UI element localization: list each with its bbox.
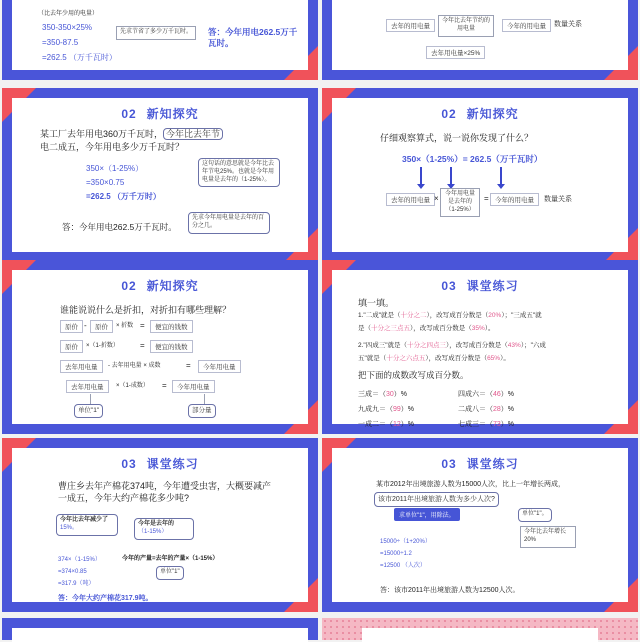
- calc-line-3: =262.5 （万千瓦时）: [42, 53, 117, 62]
- section-title: 新知探究: [466, 107, 519, 121]
- q1-part-j: ）。: [484, 325, 495, 332]
- arrow-1-line: [420, 167, 422, 185]
- label-relation: 数量关系: [554, 21, 582, 28]
- slide-7-card: [12, 448, 308, 602]
- row1-original-price: 原价: [60, 320, 83, 333]
- fill-heading: 填一填。: [358, 298, 395, 308]
- answer-text: [208, 27, 298, 50]
- q2-part-j: ）。: [500, 355, 510, 362]
- section-title: 课堂练习: [466, 279, 519, 293]
- formula-text: 今年的产量=去年的产量×（1-15%）: [122, 556, 219, 562]
- item-2-value: 46: [493, 391, 501, 398]
- question-2-line-1: [358, 342, 546, 351]
- box-ratio-text: 今年用电量是去年的（1-25%）: [444, 191, 475, 213]
- ratio-box-line-2: （1-15%）: [138, 528, 168, 535]
- section-number: 03: [121, 457, 137, 471]
- row3-this-year: 今年用电量: [198, 360, 241, 373]
- calc-line-1: 374×（1-15%）: [58, 557, 101, 563]
- answer-text: 答：今年大约产棉花317.9吨。: [58, 595, 153, 602]
- answer-text-content: 答：今年用电262.5万千瓦时。: [208, 27, 298, 49]
- calc-line-2: =15000÷1.2: [380, 551, 412, 557]
- slide-5-thumbnail[interactable]: [2, 260, 318, 434]
- section-title: 新知探究: [146, 279, 199, 293]
- item-4-unit: ）%: [500, 406, 515, 413]
- row2-times-factor: ×（1-折数）: [86, 343, 119, 349]
- row4-equals: =: [162, 381, 167, 390]
- item-4-label: 二成八＝（: [458, 406, 493, 413]
- slide-title: [12, 455, 308, 472]
- q2-part-h: ），改写成百分数是（: [425, 355, 488, 362]
- answer-text: 答：该市2011年出境旅游人数为12500人次。: [380, 587, 520, 594]
- problem-line-2-box: [374, 492, 499, 507]
- slide-4-card: [332, 98, 628, 252]
- item-6-value: 73: [493, 421, 501, 428]
- hint-box: [188, 212, 270, 234]
- slide-title: [12, 277, 308, 294]
- row3-equals: =: [186, 361, 191, 370]
- q2-part-c: ），改写成百分数是（: [446, 342, 508, 349]
- convert-heading: 把下面的成数改写成百分数。: [358, 370, 469, 380]
- slide-8-thumbnail[interactable]: [322, 438, 638, 612]
- problem-line-2: 该市2011年出境旅游人数为多少人次?: [378, 496, 495, 503]
- box-saved-usage-text: 今年比去年节约的用电量: [442, 18, 491, 32]
- answer-text: 答：今年用电262.5万千瓦时。: [62, 222, 177, 232]
- item-5-value: 12: [393, 421, 401, 428]
- item-4-value: 28: [493, 406, 501, 413]
- row4-this-year: 今年用电量: [172, 380, 215, 393]
- arrow-1-head: [417, 184, 425, 189]
- hint-text: 先求今年用电量是去年的百分之几。: [192, 215, 265, 229]
- explain-box: [198, 158, 280, 187]
- reduce-box-line-2: 15%。: [60, 524, 79, 531]
- explain-text: 这句话的意思就是今年比去年节电25%。也就是今年用电量是去年的（1-25%）。: [202, 161, 275, 183]
- row1-times-discount: × 折数: [116, 323, 134, 329]
- item-1-label: 三成＝（: [358, 391, 386, 398]
- reduce-box: [56, 514, 118, 536]
- slide-title: [332, 455, 628, 472]
- box-ratio: [440, 188, 480, 217]
- problem-highlight-box: 今年比去年节: [163, 128, 223, 140]
- item-1-value: 30: [386, 391, 394, 398]
- label-less-electricity: （比去年少用的电量）: [38, 11, 99, 17]
- box-this-year-usage: 今年的用电量: [502, 19, 551, 32]
- question-1-line-2: [358, 325, 495, 334]
- equals-sign: =: [484, 194, 489, 203]
- slide-9-card-top: [12, 628, 308, 642]
- row3-expression: - 去年用电量 × 成数: [108, 363, 161, 369]
- unit-one-label: 单位"1"。: [518, 508, 552, 522]
- calc-line-2: =350-87.5: [42, 38, 79, 47]
- q2-answer-3: 十分之六点五: [386, 355, 426, 362]
- calc-line-3: =12500 （人次）: [380, 563, 426, 569]
- q2-answer-2: 43%: [507, 342, 521, 349]
- calc-line-2: =374×0.85: [58, 569, 87, 575]
- box-saved-usage: [438, 15, 494, 37]
- section-number: 03: [441, 457, 457, 471]
- box-last-year-usage: 去年的用电量: [386, 19, 435, 32]
- slide-6-card: [332, 270, 628, 428]
- convert-item-2: [458, 390, 514, 399]
- calc-line-3: =262.5 （万千万时）: [86, 192, 161, 201]
- hint-bubble: 求单位"1"，用除法。: [394, 508, 460, 521]
- item-5-unit: ）%: [400, 421, 415, 428]
- section-title: 课堂练习: [146, 457, 199, 471]
- question-text: 仔细观察算式，说一说你发现了什么？: [380, 133, 534, 143]
- unit-one-label: 单位"1": [156, 566, 184, 580]
- box-formula: 去年用电量×25%: [426, 46, 485, 59]
- row1-original-price-2: 原价: [90, 320, 113, 333]
- slide-3-card: [12, 98, 308, 252]
- problem-line-1: [40, 128, 223, 141]
- note-text: 先求节省了多少万千瓦时。: [120, 29, 193, 35]
- section-title: 课堂练习: [466, 457, 519, 471]
- row1-saved-money: 便宜的钱数: [150, 320, 193, 333]
- growth-note-box: [520, 526, 576, 548]
- row1-equals: =: [140, 321, 145, 330]
- slide-10-thumbnail-partial[interactable]: [322, 618, 638, 640]
- question-text: 谁能说说什么是折扣，对折扣有哪些理解？: [60, 305, 232, 315]
- arrow-3-head: [497, 184, 505, 189]
- slide-4-thumbnail[interactable]: [322, 88, 638, 262]
- problem-line-2: 电二成五，今年用电多少万千瓦时？: [40, 142, 185, 152]
- slide-7-thumbnail[interactable]: [2, 438, 318, 612]
- arrow-3-line: [500, 167, 502, 185]
- q1-part-f: 是（: [358, 325, 371, 332]
- item-1-unit: ）%: [393, 391, 408, 398]
- section-number: 02: [121, 279, 137, 293]
- convert-item-4: [458, 405, 514, 414]
- section-number: 02: [441, 107, 457, 121]
- slide-1-card: [12, 0, 308, 70]
- convert-item-3: [358, 405, 414, 414]
- slide-2-thumbnail[interactable]: [322, 0, 638, 80]
- section-number: 02: [121, 107, 137, 121]
- row3-last-year: 去年用电量: [60, 360, 103, 373]
- item-3-unit: ）%: [400, 406, 415, 413]
- unit-connector: [90, 394, 91, 404]
- row2-original-price: 原价: [60, 340, 83, 353]
- slide-10-card-top: [362, 628, 598, 642]
- row2-equals: =: [140, 341, 145, 350]
- row2-saved-money: 便宜的钱数: [150, 340, 193, 353]
- unit-one-label: 单位"1": [74, 404, 103, 418]
- q2-part-a: 2."四成三"就是（: [358, 342, 408, 349]
- item-6-unit: ）%: [500, 421, 515, 428]
- arrow-2-line: [450, 167, 452, 185]
- problem-text: 曹庄乡去年产棉花374吨，今年遭受虫害，大概要减产一成五，今年大约产棉花多少吨?: [58, 481, 272, 504]
- slide-9-thumbnail-partial[interactable]: [2, 618, 318, 640]
- q1-part-a: 1."二成"就是（: [358, 312, 401, 319]
- note-box: [116, 26, 196, 40]
- slide-title: [12, 105, 308, 122]
- slide-6-thumbnail[interactable]: [322, 260, 638, 434]
- q2-part-e: ）；"六成: [520, 342, 546, 349]
- question-1-line-1: [358, 312, 542, 321]
- part-connector: [204, 394, 205, 404]
- row4-times-factor: ×（1-成数）: [116, 383, 149, 389]
- box-this-year-usage: 今年的用电量: [490, 193, 539, 206]
- slide-5-card: [12, 270, 308, 424]
- problem-line-1: 某市2012年出境旅游人数为15000人次，比上一年增长两成，: [376, 481, 566, 488]
- q1-part-c: ），改写成百分数是（: [426, 312, 489, 319]
- slide-1-thumbnail[interactable]: [2, 0, 318, 80]
- row1-minus: -: [84, 321, 87, 330]
- formula-text: 350×（1-25%）= 262.5（万千瓦时）: [402, 154, 543, 164]
- calc-line-1: 15000÷（1+20%）: [380, 539, 431, 545]
- reduce-box-line-1: 今年比去年减少了: [60, 517, 109, 523]
- slide-3-thumbnail[interactable]: [2, 88, 318, 262]
- section-title: 新知探究: [146, 107, 199, 121]
- item-2-label: 四成六＝（: [458, 391, 493, 398]
- q2-part-f: 五"就是（: [358, 355, 387, 362]
- q1-part-h: ），改写成百分数是（: [410, 325, 472, 332]
- label-relation: 数量关系: [544, 196, 572, 203]
- convert-item-1: [358, 390, 407, 399]
- box-last-year-usage: 去年的用电量: [386, 193, 435, 206]
- slide-title: [332, 105, 628, 122]
- slide-2-card: [332, 0, 628, 70]
- calc-line-1: 350-350×25%: [42, 23, 93, 32]
- section-number: 03: [441, 279, 457, 293]
- times-sign: ×: [434, 194, 439, 203]
- calc-line-1: 350×（1-25%）: [86, 164, 144, 173]
- calc-line-3: =317.9（吨）: [58, 581, 95, 587]
- q2-answer-4: 65%: [487, 355, 501, 362]
- q1-answer-3: 十分之三点五: [371, 325, 410, 332]
- item-6-label: 七成三＝（: [458, 421, 493, 428]
- convert-item-5: [358, 420, 414, 429]
- row4-last-year: 去年用电量: [66, 380, 109, 393]
- item-5-label: 一成二＝（: [358, 421, 393, 428]
- convert-item-6: [458, 420, 514, 429]
- problem-text-1: 某工厂去年用电360万千瓦时，: [40, 129, 164, 139]
- q1-answer-2: 20%: [488, 312, 502, 319]
- q2-answer-1: 十分之四点三: [407, 342, 447, 349]
- slide-title: [332, 277, 628, 294]
- slide-8-card: [332, 448, 628, 602]
- part-label: 部分量: [188, 404, 216, 418]
- q1-part-e: ）；"三成五"就: [501, 312, 542, 319]
- calc-line-2: =350×0.75: [86, 178, 125, 187]
- item-3-value: 99: [393, 406, 401, 413]
- question-2-line-2: [358, 355, 510, 364]
- ratio-box: [134, 518, 194, 540]
- q1-answer-4: 35%: [471, 325, 485, 332]
- item-3-label: 九成九＝（: [358, 406, 393, 413]
- ratio-box-line-1: 今年是去年的: [138, 521, 175, 527]
- growth-note: 今年比去年增长20%: [524, 529, 567, 543]
- q1-answer-1: 十分之二: [400, 312, 427, 319]
- item-2-unit: ）%: [500, 391, 515, 398]
